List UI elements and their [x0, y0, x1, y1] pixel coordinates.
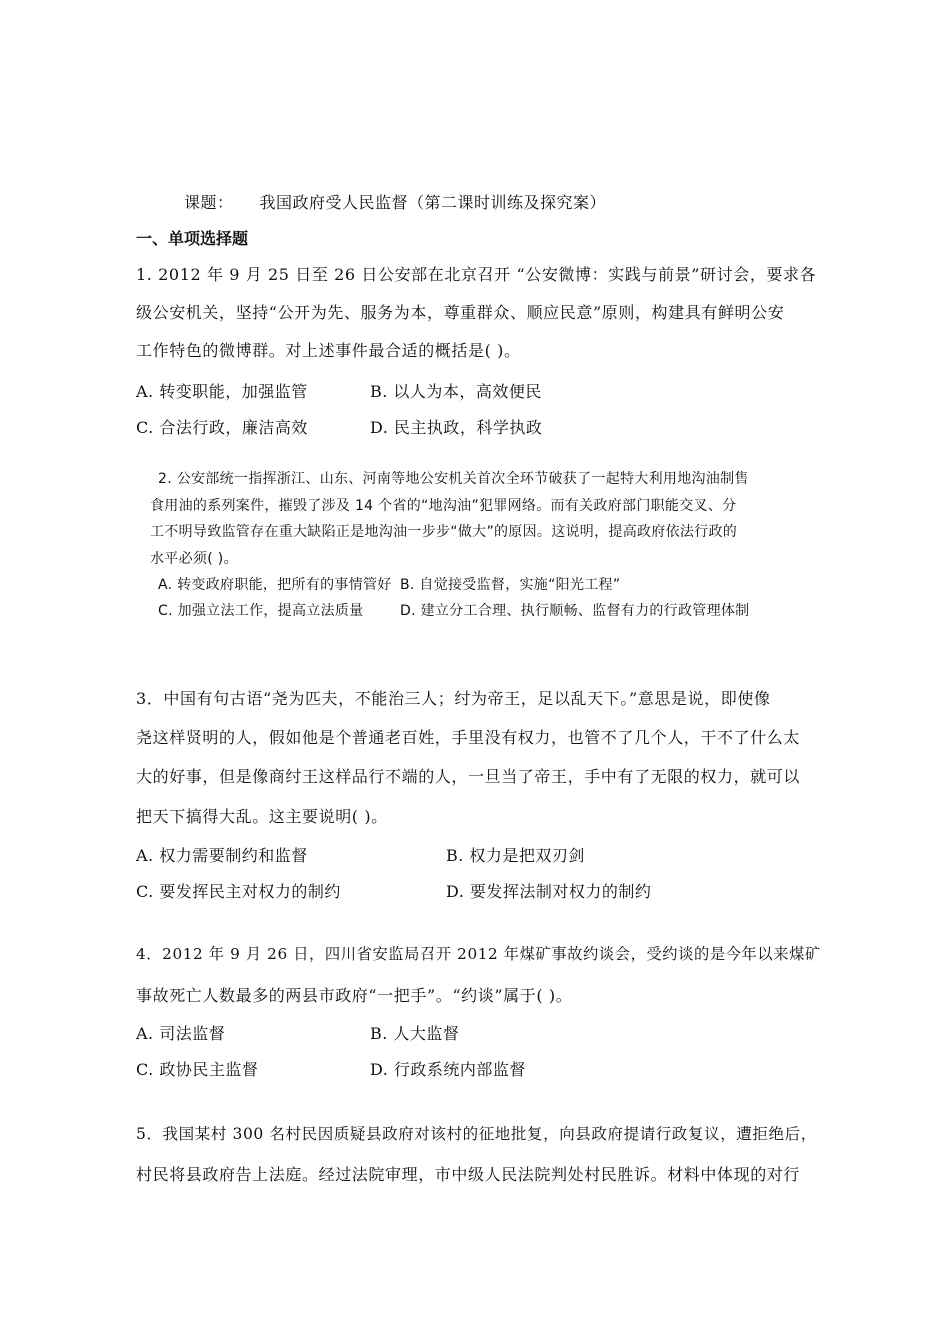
q4-option-d: D. 行政系统内部监督: [370, 1060, 526, 1079]
q3-line: 大的好事，但是像商纣王这样品行不端的人，一旦当了帝王，手中有了无限的权力，就可以: [136, 767, 801, 786]
q4-option-c: C. 政协民主监督: [136, 1060, 259, 1079]
q5-line: 村民将县政府告上法庭。经过法院审理，市中级人民法院判处村民胜诉。材料中体现的对行: [136, 1165, 801, 1184]
q3-option-d: D. 要发挥法制对权力的制约: [446, 882, 652, 901]
q3-line: 尧这样贤明的人，假如他是个普通老百姓，手里没有权力，也管不了几个人，干不了什么太: [136, 728, 801, 747]
q3-option-b: B. 权力是把双刃剑: [446, 846, 585, 865]
q1-line: 工作特色的微博群。对上述事件最合适的概括是( )。: [136, 341, 521, 360]
q2-line: 2. 公安部统一指挥浙江、山东、河南等地公安机关首次全环节破获了一起特大利用地沟油制售: [158, 471, 749, 487]
q1-option-c: C. 合法行政，廉洁高效: [136, 418, 308, 437]
page-title: [184, 190, 606, 213]
q4-line: 4．2012 年 9 月 26 日，四川省安监局召开 2012 年煤矿事故约谈会，受约谈的是今年以来煤矿: [136, 945, 821, 963]
q1-line: 1. 2012 年 9 月 25 日至 26 日公安部在北京召开 “公安微博：实践与前景”研讨会，要求各: [136, 265, 817, 284]
q3-line: 把天下搞得大乱。这主要说明( )。: [136, 807, 388, 826]
q3-option-c: C. 要发挥民主对权力的制约: [136, 882, 341, 901]
q2-line: 工不明导致监管存在重大缺陷正是地沟油一步步“做大”的原因。这说明，提高政府依法行政的: [150, 524, 738, 540]
section-heading: 一、单项选择题: [136, 229, 249, 248]
q3-line: 3．中国有句古语“尧为匹夫，不能治三人；纣为帝王，足以乱天下。”意思是说，即使像: [136, 689, 771, 708]
q1-option-a: A. 转变职能，加强监管: [136, 382, 308, 401]
title-label: 课题：: [184, 193, 234, 212]
q2-line: 水平必须( )。: [150, 551, 238, 567]
q4-option-a: A. 司法监督: [136, 1024, 226, 1043]
q1-line: 级公安机关，坚持“公开为先、服务为本，尊重群众、顺应民意”原则，构建具有鲜明公安: [136, 303, 785, 322]
q3-option-a: A. 权力需要制约和监督: [136, 846, 308, 865]
q2-option-a: A. 转变政府职能，把所有的事情管好: [158, 577, 392, 593]
q2-option-b: B. 自觉接受监督，实施“阳光工程”: [400, 577, 621, 593]
q2-option-d: D. 建立分工合理、执行顺畅、监督有力的行政管理体制: [400, 603, 750, 619]
q2-option-c: C. 加强立法工作，提高立法质量: [158, 603, 364, 619]
q5-line: 5．我国某村 300 名村民因质疑县政府对该村的征地批复，向县政府提请行政复议，遭拒绝后，: [136, 1125, 817, 1143]
title-text: 我国政府受人民监督（第二课时训练及探究案）: [259, 193, 607, 212]
q1-option-d: D. 民主执政，科学执政: [370, 418, 543, 437]
q1-option-b: B. 以人为本，高效便民: [370, 382, 542, 401]
q2-line: 食用油的系列案件，摧毁了涉及 14 个省的“地沟油”犯罪网络。而有关政府部门职能交叉、分: [150, 498, 737, 514]
q4-option-b: B. 人大监督: [370, 1024, 460, 1043]
q4-line: 事故死亡人数最多的两县市政府“一把手”。“约谈”属于( )。: [136, 986, 573, 1005]
